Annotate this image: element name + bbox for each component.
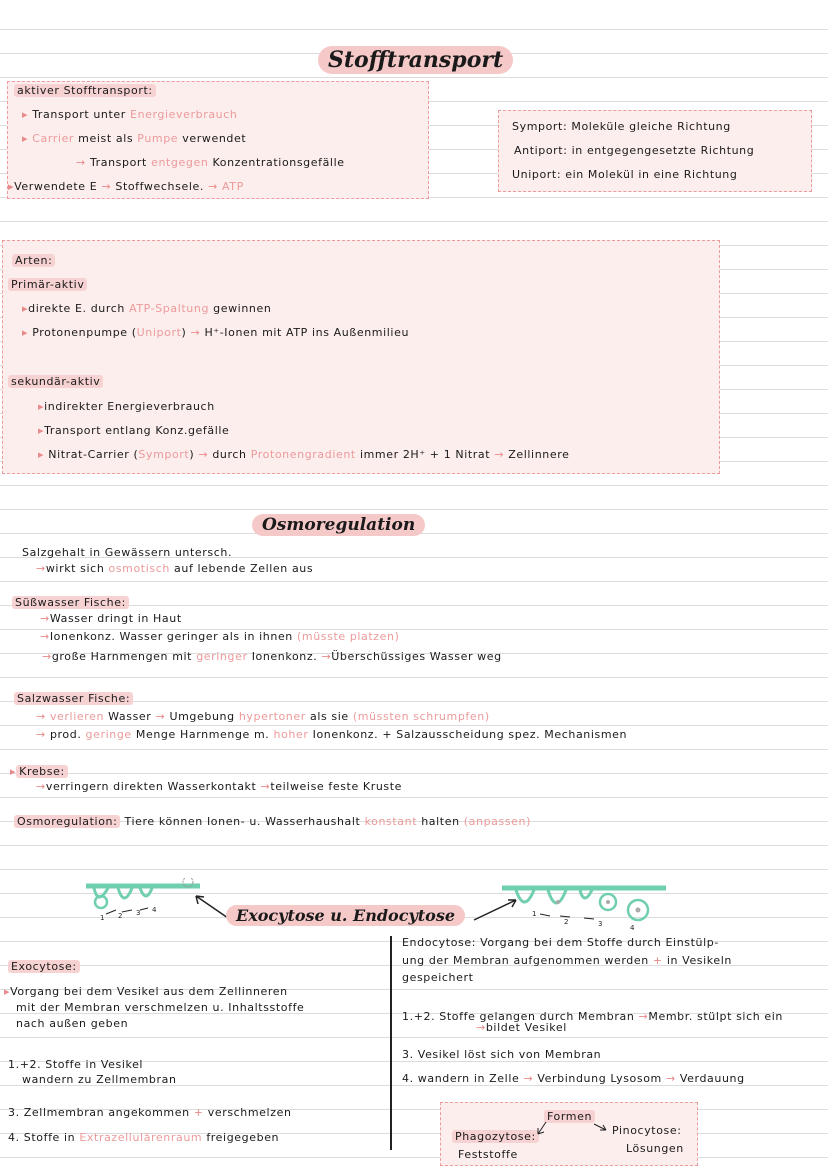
arten-heading: Arten: (12, 254, 55, 267)
uniport-line: Uniport: ein Molekül in eine Richtung (512, 168, 738, 181)
osmo-title: Osmoregulation (252, 514, 425, 536)
exo-step12b: wandern zu Zellmembran (22, 1073, 177, 1086)
exo-def1: ▸Vorgang bei dem Vesikel aus dem Zellinneren (4, 985, 288, 998)
endocytose-diagram (500, 882, 670, 932)
aktiv-line4: ▸Verwendete E → Stoffwechsele. → ATP (8, 180, 244, 193)
endo-step3: 3. Vesikel löst sich von Membran (402, 1048, 602, 1061)
exo-num-2: 2 (118, 912, 123, 920)
endo-num-2: 2 (564, 918, 569, 926)
exo-num-1: 1 (100, 914, 105, 922)
exo-num-4: 4 (152, 906, 157, 914)
symport-line: Symport: Moleküle gleiche Richtung (512, 120, 731, 133)
sekundaer-line1: ▸indirekter Energieverbrauch (38, 400, 215, 413)
phago-label: Phagozytose: (452, 1130, 539, 1143)
exo-step4: 4. Stoffe in Extrazellulärenraum freigegeben (8, 1131, 280, 1144)
primaer-line1: ▸direkte E. durch ATP-Spaltung gewinnen (22, 302, 272, 315)
suesswasser-heading: Süßwasser Fische: (12, 596, 129, 609)
endo-step12b: →bildet Vesikel (476, 1021, 567, 1034)
endo-num-3: 3 (598, 920, 603, 928)
endo-def2: ung der Membran aufgenommen werden + in Vesikeln (402, 954, 732, 967)
osmo-intro2: →wirkt sich osmotisch auf lebende Zellen aus (36, 562, 314, 575)
endo-def3: gespeichert (402, 971, 474, 984)
exo-step3: 3. Zellmembran angekommen + verschmelzen (8, 1106, 292, 1119)
sekundaer-line3: ▸ Nitrat-Carrier (Symport) → durch Protonengradient immer 2H⁺ + 1 Nitrat → Zellinnere (38, 448, 570, 461)
page-title: Stofftransport (318, 46, 513, 74)
exo-step12a: 1.+2. Stoffe in Vesikel (8, 1058, 144, 1071)
exo-num-3: 3 (136, 909, 141, 917)
aktiv-line2: ▸ Carrier meist als Pumpe verwendet (22, 132, 247, 145)
suess-line2: →Ionenkonz. Wasser geringer als in ihnen (müsste platzen) (40, 630, 400, 643)
pino-sub: Lösungen (626, 1142, 684, 1155)
endo-num-1: 1 (532, 910, 537, 918)
osmo-intro1: Salzgehalt in Gewässern untersch. (22, 546, 233, 559)
column-divider (390, 936, 392, 1150)
phago-sub: Feststoffe (458, 1148, 518, 1161)
endo-step12a: 1.+2. Stoffe gelangen durch Membran →Membr. stülpt sich ein (402, 1010, 783, 1023)
endo-step4: 4. wandern in Zelle → Verbindung Lysosom → Verdauung (402, 1072, 745, 1085)
suess-line3: →große Harnmengen mit geringer Ionenkonz. →Überschüssiges Wasser weg (42, 650, 502, 663)
exo-heading: Exocytose: (8, 960, 80, 973)
krebse-line1: →verringern direkten Wasserkontakt →teilweise feste Kruste (36, 780, 403, 793)
exo-def3: nach außen geben (16, 1017, 129, 1030)
sekundaer-line2: ▸Transport entlang Konz.gefälle (38, 424, 230, 437)
salzwasser-heading: Salzwasser Fische: (14, 692, 133, 705)
aktiv-line1: ▸ Transport unter Energieverbrauch (22, 108, 238, 121)
cytose-title: Exocytose u. Endocytose (226, 905, 465, 926)
endo-def1: Endocytose: Vorgang bei dem Stoffe durch Einstülp- (402, 936, 719, 949)
pino-label: Pinocytose: (612, 1124, 682, 1137)
salz-line1: → verlieren Wasser → Umgebung hypertoner als sie (müssten schrumpfen) (36, 710, 490, 723)
osmo-definition: Osmoregulation: Tiere können Ionen- u. Wasserhaushalt konstant halten (anpassen) (14, 815, 531, 828)
formen-label: Formen (544, 1110, 595, 1123)
aktiv-heading: aktiver Stofftransport: (14, 84, 156, 97)
salz-line2: → prod. geringe Menge Harnmenge m. hoher Ionenkonz. + Salzausscheidung spez. Mechanismen (36, 728, 628, 741)
formen-arrows (528, 1120, 608, 1140)
sekundaer-heading: sekundär-aktiv (8, 375, 103, 388)
exo-def2: mit der Membran verschmelzen u. Inhaltsstoffe (16, 1001, 305, 1014)
primaer-line2: ▸ Protonenpumpe (Uniport) → H⁺-Ionen mit ATP ins Außenmilieu (22, 326, 410, 339)
aktiv-line3: → Transport entgegen Konzentrationsgefälle (76, 156, 345, 169)
primaer-heading: Primär-aktiv (8, 278, 87, 291)
krebse-heading: ▸ Krebse: (10, 765, 68, 778)
endo-num-4: 4 (630, 924, 635, 932)
arten-box (2, 240, 720, 474)
suess-line1: →Wasser dringt in Haut (40, 612, 182, 625)
antiport-line: Antiport: in entgegengesetzte Richtung (514, 144, 755, 157)
